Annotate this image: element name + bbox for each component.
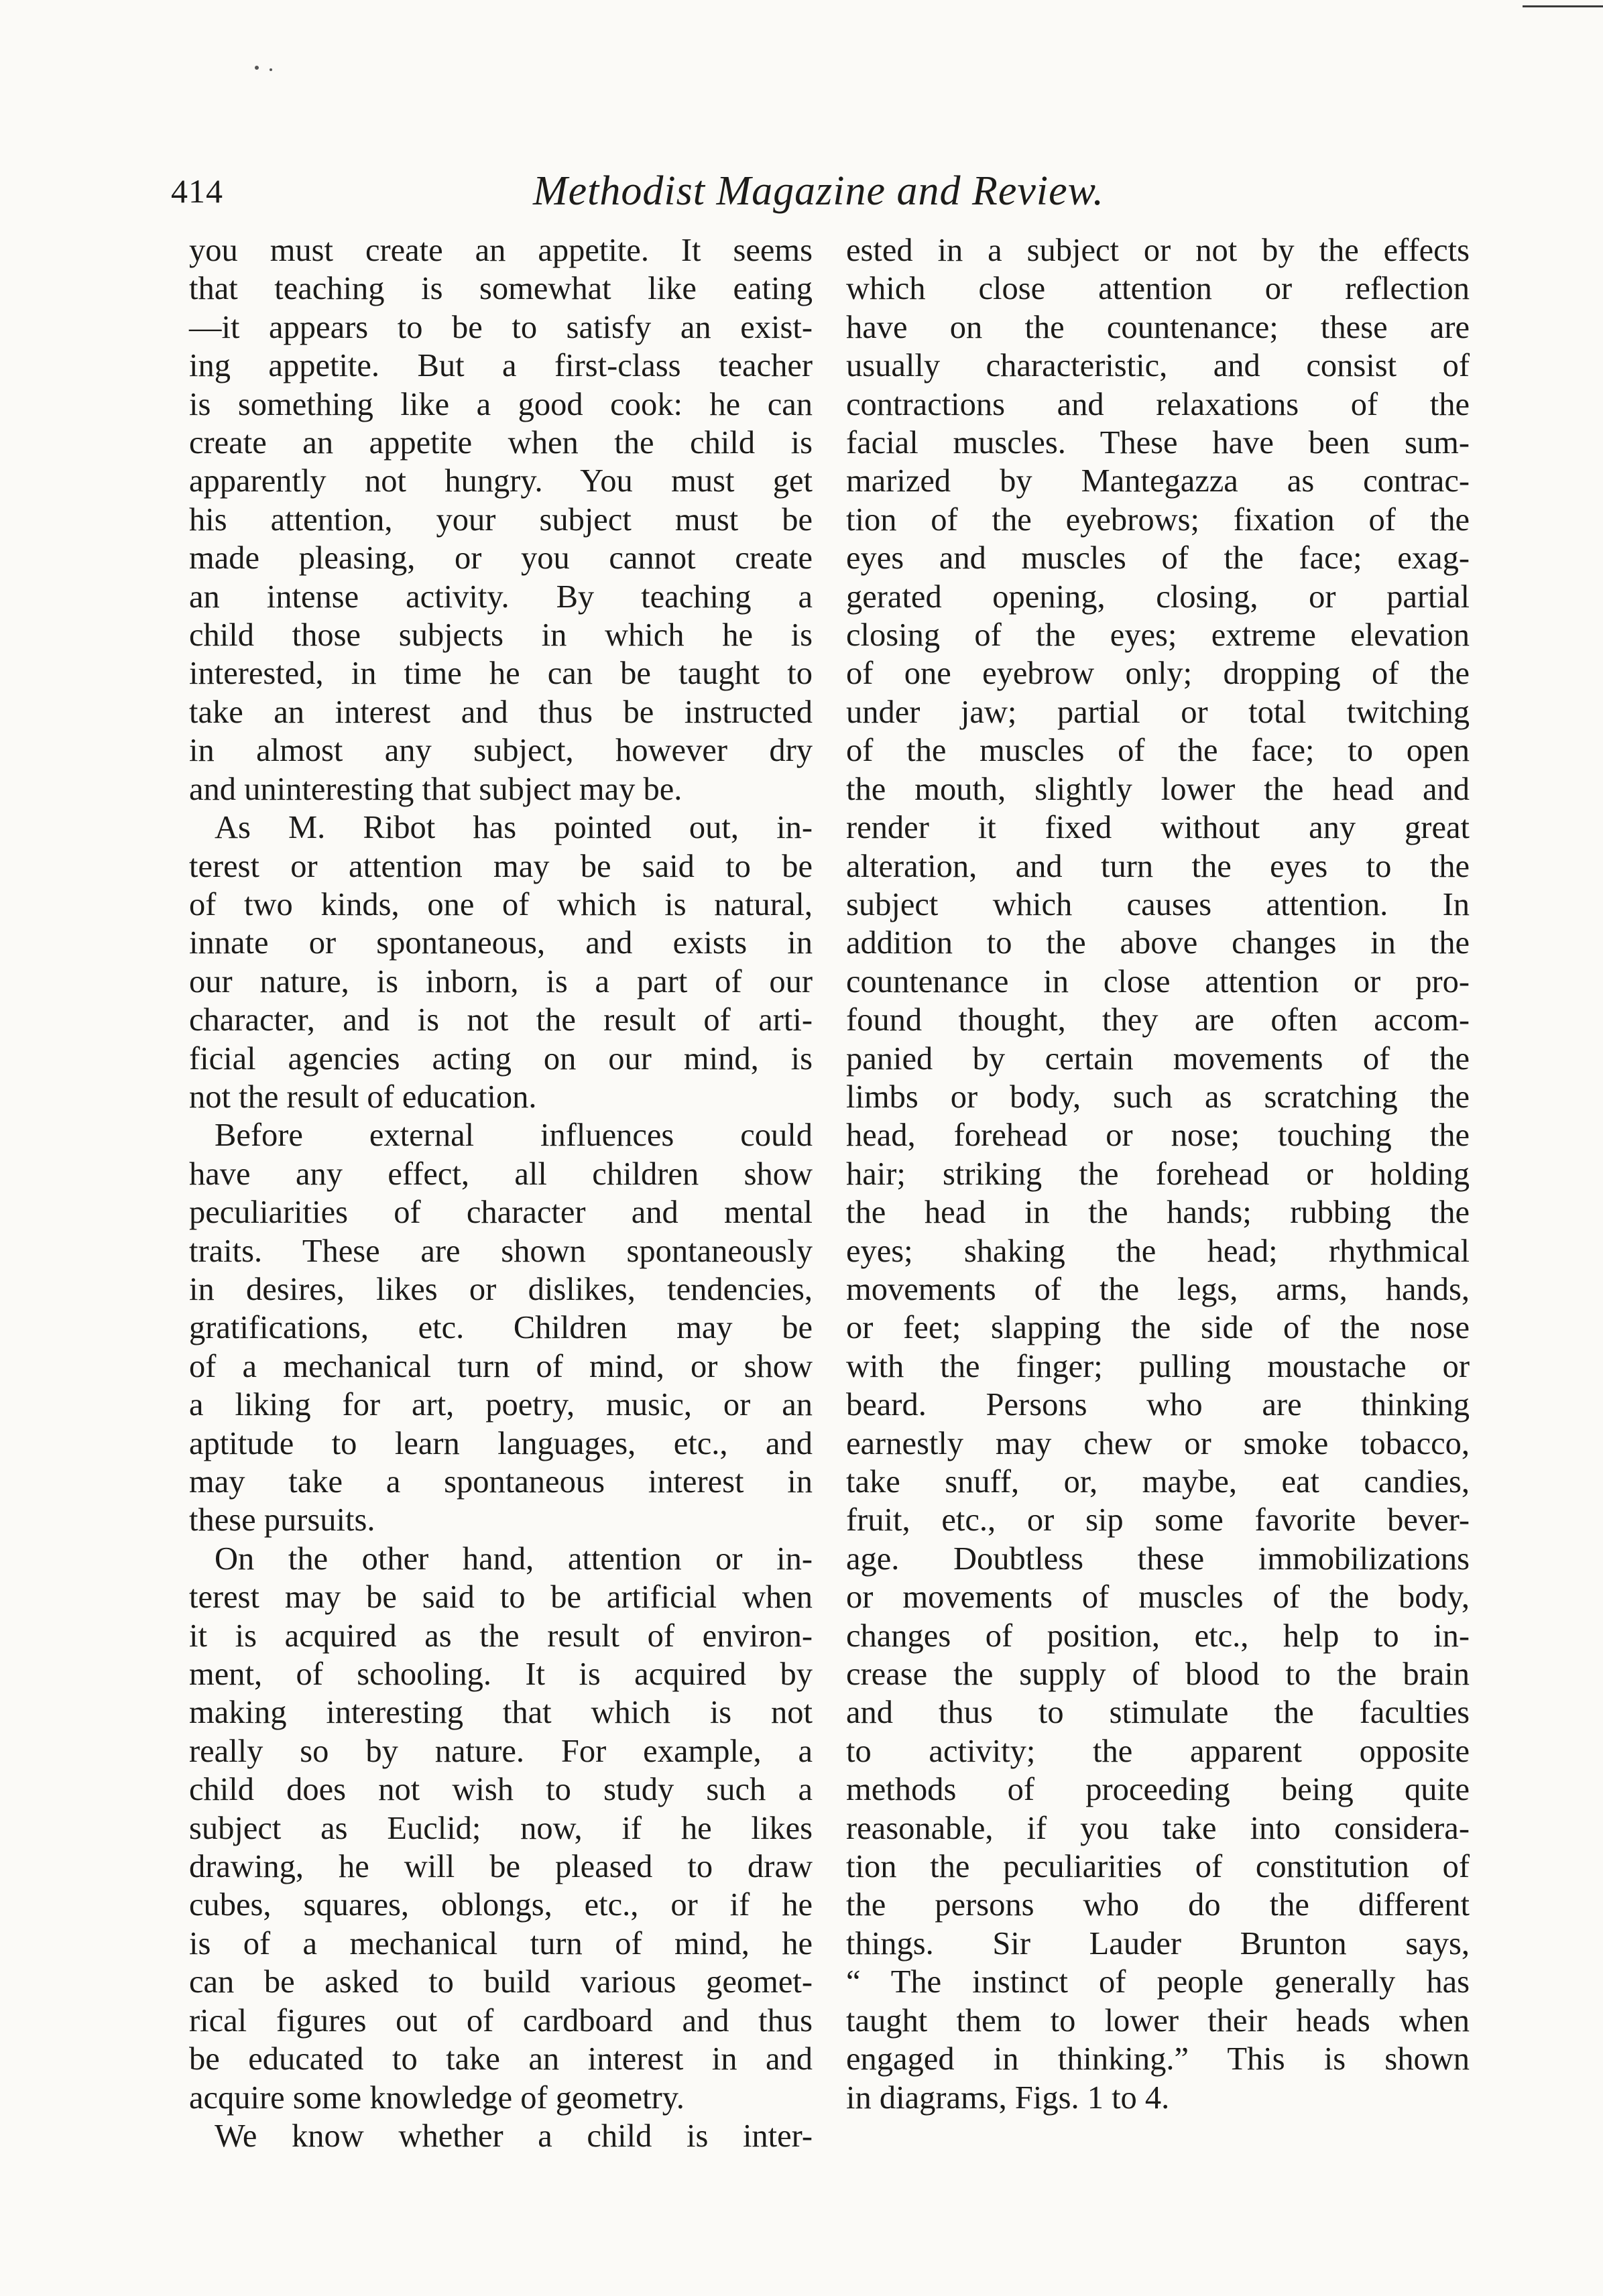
text-line: —it appears to be to satisfy an exist- <box>189 309 813 345</box>
text-line: his attention, your subject must be <box>189 501 813 538</box>
text-line: or movements of muscles of the body, <box>846 1579 1470 1616</box>
text-line: taught them to lower their heads when <box>846 2002 1470 2039</box>
text-line: peculiarities of character and mental <box>189 1195 813 1231</box>
text-line: usually characteristic, and consist of <box>846 348 1470 384</box>
text-line: have any effect, all children show <box>189 1156 813 1192</box>
text-line: acquire some knowledge of geometry. <box>189 2079 685 2116</box>
text-line: these pursuits. <box>189 1502 375 1538</box>
text-line: head, forehead or nose; touching the <box>846 1117 1470 1154</box>
text-line: in almost any subject, however dry <box>189 733 813 769</box>
text-line: render it fixed without any great <box>846 810 1470 846</box>
text-line: gratifications, etc. Children may be <box>189 1310 813 1346</box>
text-line: ficial agencies acting on our mind, is <box>189 1040 813 1077</box>
text-line: innate or spontaneous, and exists in <box>189 925 813 961</box>
running-title: Methodist Magazine and Review. <box>533 168 1104 214</box>
text-line: have on the countenance; these are <box>846 309 1470 345</box>
text-line: of the muscles of the face; to open <box>846 733 1470 769</box>
text-line: tion of the eyebrows; fixation of the <box>846 501 1470 538</box>
speck <box>270 68 272 71</box>
running-header <box>171 161 1431 221</box>
text-line: take an interest and thus be instructed <box>189 694 813 730</box>
left-column <box>189 231 813 2155</box>
text-line: child those subjects in which he is <box>189 617 813 654</box>
text-line: hair; striking the forehead or holding <box>846 1156 1470 1192</box>
text-line: or feet; slapping the side of the nose <box>846 1310 1470 1346</box>
text-line: As M. Ribot has pointed out, in- <box>215 810 813 846</box>
text-line: be educated to take an interest in and <box>189 2041 813 2077</box>
text-line: can be asked to build various geomet- <box>189 1964 813 2000</box>
text-line: reasonable, if you take into considera- <box>846 1810 1470 1846</box>
text-line: contractions and relaxations of the <box>846 386 1470 422</box>
text-line: alteration, and turn the eyes to the <box>846 848 1470 884</box>
text-line: an intense activity. By teaching a <box>189 579 813 615</box>
text-line: in diagrams, Figs. 1 to 4. <box>846 2079 1170 2116</box>
text-line: it is acquired as the result of environ- <box>189 1618 813 1654</box>
text-line: to activity; the apparent opposite <box>846 1733 1470 1769</box>
text-line: ested in a subject or not by the effects <box>846 233 1470 268</box>
text-line: crease the supply of blood to the brain <box>846 1656 1470 1693</box>
text-line: ment, of schooling. It is acquired by <box>189 1656 813 1693</box>
text-line: earnestly may chew or smoke tobacco, <box>846 1425 1470 1461</box>
text-line: addition to the above changes in the <box>846 925 1470 961</box>
text-line: closing of the eyes; extreme elevation <box>846 617 1470 654</box>
text-line: tion the peculiarities of constitution of <box>846 1849 1470 1885</box>
text-line: marized by Mantegazza as contrac- <box>846 463 1470 499</box>
text-line: ing appetite. But a first-class teacher <box>189 348 813 384</box>
right-column <box>846 231 1470 2117</box>
text-line: child does not wish to study such a <box>189 1772 813 1808</box>
text-line: and thus to stimulate the faculties <box>846 1695 1470 1731</box>
text-line: engaged in thinking.” This is shown <box>846 2041 1470 2077</box>
text-line: “ The instinct of people generally has <box>846 1964 1470 2000</box>
text-line: found thought, they are often accom- <box>846 1002 1470 1038</box>
text-line: which close attention or reflection <box>846 271 1470 307</box>
text-line: eyes and muscles of the face; exag- <box>846 540 1470 577</box>
text-line: traits. These are shown spontaneously <box>189 1233 813 1269</box>
text-line: making interesting that which is not <box>189 1695 813 1731</box>
scan-specks <box>255 60 282 74</box>
text-line: methods of proceeding being quite <box>846 1772 1470 1808</box>
text-line: you must create an appetite. It seems <box>189 233 813 268</box>
text-line: We know whether a child is inter- <box>215 2118 813 2154</box>
text-line: is of a mechanical turn of mind, he <box>189 1925 813 1961</box>
text-line: drawing, he will be pleased to draw <box>189 1849 813 1885</box>
text-line: the head in the hands; rubbing the <box>846 1195 1470 1231</box>
text-line: aptitude to learn languages, etc., and <box>189 1425 813 1461</box>
text-line: with the finger; pulling moustache or <box>846 1348 1470 1384</box>
text-line: beard. Persons who are thinking <box>846 1387 1470 1423</box>
text-line: rical figures out of cardboard and thus <box>189 2002 813 2039</box>
text-line: On the other hand, attention or in- <box>215 1540 813 1577</box>
text-line: interested, in time he can be taught to <box>189 656 813 692</box>
text-line: cubes, squares, oblongs, etc., or if he <box>189 1887 813 1923</box>
text-line: of a mechanical turn of mind, or show <box>189 1348 813 1384</box>
text-line: subject as Euclid; now, if he likes <box>189 1810 813 1846</box>
text-line: terest may be said to be artificial when <box>189 1579 813 1616</box>
text-line: Before external influences could <box>215 1117 813 1154</box>
text-line: gerated opening, closing, or partial <box>846 579 1470 615</box>
text-line: terest or attention may be said to be <box>189 848 813 884</box>
text-line: apparently not hungry. You must get <box>189 463 813 499</box>
text-line: things. Sir Lauder Brunton says, <box>846 1925 1470 1961</box>
text-line: the mouth, slightly lower the head and <box>846 771 1470 807</box>
text-line: take snuff, or, maybe, eat candies, <box>846 1464 1470 1500</box>
text-line: not the result of education. <box>189 1079 537 1115</box>
text-line: changes of position, etc., help to in- <box>846 1618 1470 1654</box>
speck <box>255 66 259 70</box>
text-line: really so by nature. For example, a <box>189 1733 813 1769</box>
text-line: limbs or body, such as scratching the <box>846 1079 1470 1115</box>
text-line: may take a spontaneous interest in <box>189 1464 813 1500</box>
text-line: under jaw; partial or total twitching <box>846 694 1470 730</box>
text-line: age. Doubtless these immobilizations <box>846 1540 1470 1577</box>
text-line: panied by certain movements of the <box>846 1040 1470 1077</box>
page-edge-rule <box>1523 5 1603 7</box>
text-line: eyes; shaking the head; rhythmical <box>846 1233 1470 1269</box>
page-number: 414 <box>171 172 223 210</box>
text-line: made pleasing, or you cannot create <box>189 540 813 577</box>
text-line: that teaching is somewhat like eating <box>189 271 813 307</box>
text-line: is something like a good cook: he can <box>189 386 813 422</box>
text-line: fruit, etc., or sip some favorite bever- <box>846 1502 1470 1538</box>
text-line: subject which causes attention. In <box>846 886 1470 922</box>
text-line: in desires, likes or dislikes, tendencies, <box>189 1271 813 1307</box>
text-line: and uninteresting that subject may be. <box>189 771 682 807</box>
text-line: of two kinds, one of which is natural, <box>189 886 813 922</box>
text-line: the persons who do the different <box>846 1887 1470 1923</box>
text-line: our nature, is inborn, is a part of our <box>189 963 813 1000</box>
text-line: a liking for art, poetry, music, or an <box>189 1387 813 1423</box>
text-line: of one eyebrow only; dropping of the <box>846 656 1470 692</box>
text-line: countenance in close attention or pro- <box>846 963 1470 1000</box>
text-line: character, and is not the result of arti- <box>189 1002 813 1038</box>
text-line: create an appetite when the child is <box>189 425 813 461</box>
text-line: facial muscles. These have been sum- <box>846 425 1470 461</box>
text-line: movements of the legs, arms, hands, <box>846 1271 1470 1307</box>
